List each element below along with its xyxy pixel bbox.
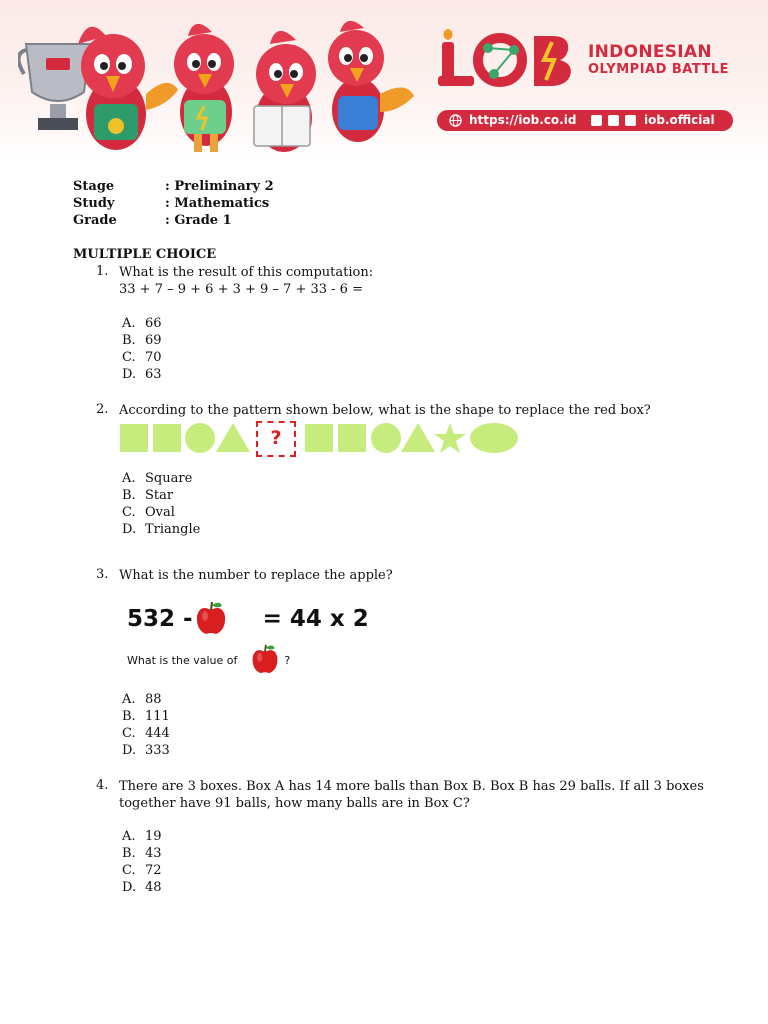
bird-mascot-1 [78, 27, 178, 150]
option-text: Triangle [145, 522, 201, 537]
meta-value: : Preliminary 2 [165, 179, 274, 194]
meta-value: : Mathematics [165, 196, 270, 211]
option-text: 69 [145, 333, 162, 348]
option-letter: B. [122, 333, 136, 348]
star-shape [434, 423, 466, 453]
option-text: Square [145, 471, 193, 486]
shape-pattern [118, 416, 520, 462]
option-text: 72 [145, 863, 162, 878]
option-text: 88 [145, 692, 162, 707]
option-letter: A. [122, 692, 136, 707]
section-title: MULTIPLE CHOICE [73, 247, 217, 262]
bird-mascot-3 [254, 31, 316, 152]
meta-label: Grade [73, 213, 117, 228]
tiktok-icon[interactable] [625, 115, 636, 126]
option-letter: A. [122, 316, 136, 331]
question-line: There are 3 boxes. Box A has 14 more balls than Box B. Box B has 29 balls. If all 3 boxes [119, 779, 704, 794]
header-banner [0, 0, 768, 163]
option-letter: B. [122, 709, 136, 724]
question-text [119, 567, 393, 584]
apple-icon [250, 643, 280, 675]
option-text: 19 [145, 829, 162, 844]
option-text: Oval [145, 505, 175, 520]
contact-pill [437, 110, 733, 131]
circle-shape [371, 423, 401, 453]
question-line: What is the number to replace the apple? [119, 568, 393, 583]
option-letter: D. [122, 522, 137, 537]
brand-line-2: OLYMPIAD BATTLE [588, 62, 730, 77]
social-handle[interactable]: iob.official [644, 113, 715, 127]
option-letter: B. [122, 488, 136, 503]
option-text: 43 [145, 846, 162, 861]
bird-mascot-4 [328, 21, 414, 142]
question-number: 2. [96, 402, 109, 417]
question-text [119, 778, 704, 812]
equation-left: 532 - [127, 606, 193, 632]
option-letter: B. [122, 846, 136, 861]
option-letter: D. [122, 743, 137, 758]
option-letter: C. [122, 726, 136, 741]
equation-right: = 44 x 2 [262, 606, 369, 632]
option-text: 111 [145, 709, 170, 724]
iob-logo [438, 28, 578, 90]
meta-label: Stage [73, 179, 115, 194]
square-shape [153, 424, 181, 452]
oval-shape [470, 423, 518, 453]
option-letter: C. [122, 350, 136, 365]
option-letter: C. [122, 863, 136, 878]
option-text: 333 [145, 743, 170, 758]
mascot-illustration [18, 14, 418, 163]
globe-icon [449, 114, 462, 127]
ask-suffix: ? [284, 654, 291, 667]
square-shape [338, 424, 366, 452]
brand-name [588, 42, 729, 78]
meta-value: : Grade 1 [165, 213, 232, 228]
option-letter: C. [122, 505, 136, 520]
triangle-shape [401, 423, 435, 452]
missing-shape-box: ? [256, 421, 296, 457]
apple-icon [194, 600, 228, 636]
option-text: 66 [145, 316, 162, 331]
apple-equation [127, 606, 369, 632]
option-letter: A. [122, 829, 136, 844]
ask-text: What is the value of [127, 654, 238, 667]
facebook-icon[interactable] [591, 115, 602, 126]
question-line: 33 + 7 – 9 + 6 + 3 + 9 – 7 + 33 - 6 = [119, 282, 363, 297]
option-letter: D. [122, 880, 137, 895]
question-line: According to the pattern shown below, what is the shape to replace the red box? [119, 403, 651, 418]
option-text: Star [145, 488, 174, 503]
square-shape [305, 424, 333, 452]
meta-label: Study [73, 196, 115, 211]
triangle-shape [216, 423, 250, 452]
option-letter: D. [122, 367, 137, 382]
option-text: 48 [145, 880, 162, 895]
question-number: 1. [96, 264, 109, 279]
option-text: 444 [145, 726, 170, 741]
option-letter: A. [122, 471, 136, 486]
brand-line-1: INDONESIAN [588, 42, 712, 62]
question-number: 4. [96, 778, 109, 793]
option-text: 70 [145, 350, 162, 365]
question-number: 3. [96, 567, 109, 582]
circle-shape [185, 423, 215, 453]
question-line: What is the result of this computation: [119, 265, 374, 280]
square-shape [120, 424, 148, 452]
question-text [119, 264, 373, 298]
option-text: 63 [145, 367, 162, 382]
instagram-icon[interactable] [608, 115, 619, 126]
bird-mascot-2 [174, 24, 234, 152]
website-link[interactable]: https://iob.co.id [469, 113, 577, 127]
question-line: together have 91 balls, how many balls are in Box C? [119, 796, 470, 811]
